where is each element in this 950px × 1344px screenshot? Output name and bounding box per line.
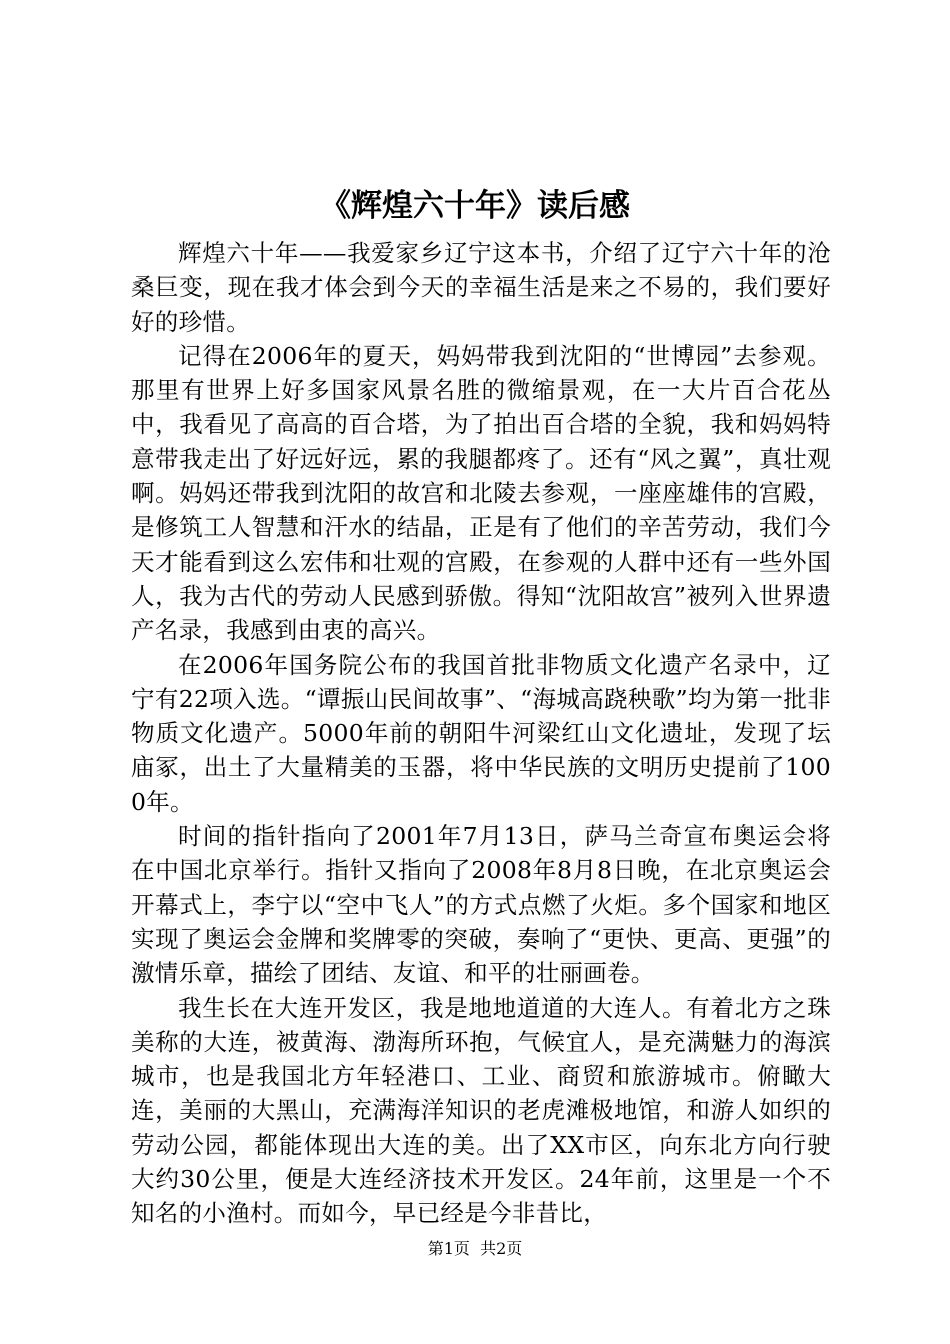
paragraph-1: 辉煌六十年——我爱家乡辽宁这本书，介绍了辽宁六十年的沧桑巨变，现在我才体会到今天的幸福生活是来之不易的，我们要好好的珍惜。 bbox=[131, 239, 831, 336]
page-number: 第1页 bbox=[427, 1239, 470, 1258]
page-total: 共2页 bbox=[480, 1239, 523, 1258]
paragraph-4: 时间的指针指向了2001年7月13日，萨马兰奇宣布奥运会将在中国北京举行。指针又指向了2008年8月8日晚，在北京奥运会开幕式上，李宁以“空中飞人”的方式点燃了火炬。多个国家和地区实现了奥运会金牌和奖牌零的突破，奏响了“更快、更高、更强”的激情乐章，描绘了团结、友谊、和平的壮丽画卷。 bbox=[131, 822, 831, 988]
paragraph-3: 在2006年国务院公布的我国首批非物质文化遗产名录中，辽宁有22项入选。“谭振山民间故事”、“海城高跷秧歌”均为第一批非物质文化遗产。5000年前的朝阳牛河梁红山文化遗址，发现了坛庙冢，出土了大量精美的玉器，将中华民族的文明历史提前了1000年。 bbox=[131, 650, 831, 816]
paragraph-2: 记得在2006年的夏天，妈妈带我到沈阳的“世博园”去参观。那里有世界上好多国家风景名胜的微缩景观，在一大片百合花丛中，我看见了高高的百合塔，为了拍出百合塔的全貌，我和妈妈特意带我走出了好远好远，累的我腿都疼了。还有“风之翼”，真壮观啊。妈妈还带我到沈阳的故宫和北陵去参观，一座座雄伟的宫殿，是修筑工人智慧和汗水的结晶，正是有了他们的辛苦劳动，我们今天才能看到这么宏伟和壮观的宫殿，在参观的人群中还有一些外国人，我为古代的劳动人民感到骄傲。得知“沈阳故宫”被列入世界遗产名录，我感到由衷的高兴。 bbox=[131, 341, 831, 645]
paragraph-5: 我生长在大连开发区，我是地地道道的大连人。有着北方之珠美称的大连，被黄海、渤海所环抱，气候宜人，是充满魅力的海滨城市，也是我国北方年轻港口、工业、商贸和旅游城市。俯瞰大连，美丽的大黑山，充满海洋知识的老虎滩极地馆，和游人如织的劳动公园，都能体现出大连的美。出了XX市区，向东北方向行驶大约30公里，便是大连经济技术开发区。24年前，这里是一个不知名的小渔村。而如今，早已经是今非昔比， bbox=[131, 993, 831, 1228]
page-footer bbox=[0, 1238, 950, 1260]
document-body bbox=[131, 236, 831, 1231]
document-title: 《辉煌六十年》读后感 bbox=[320, 188, 630, 224]
